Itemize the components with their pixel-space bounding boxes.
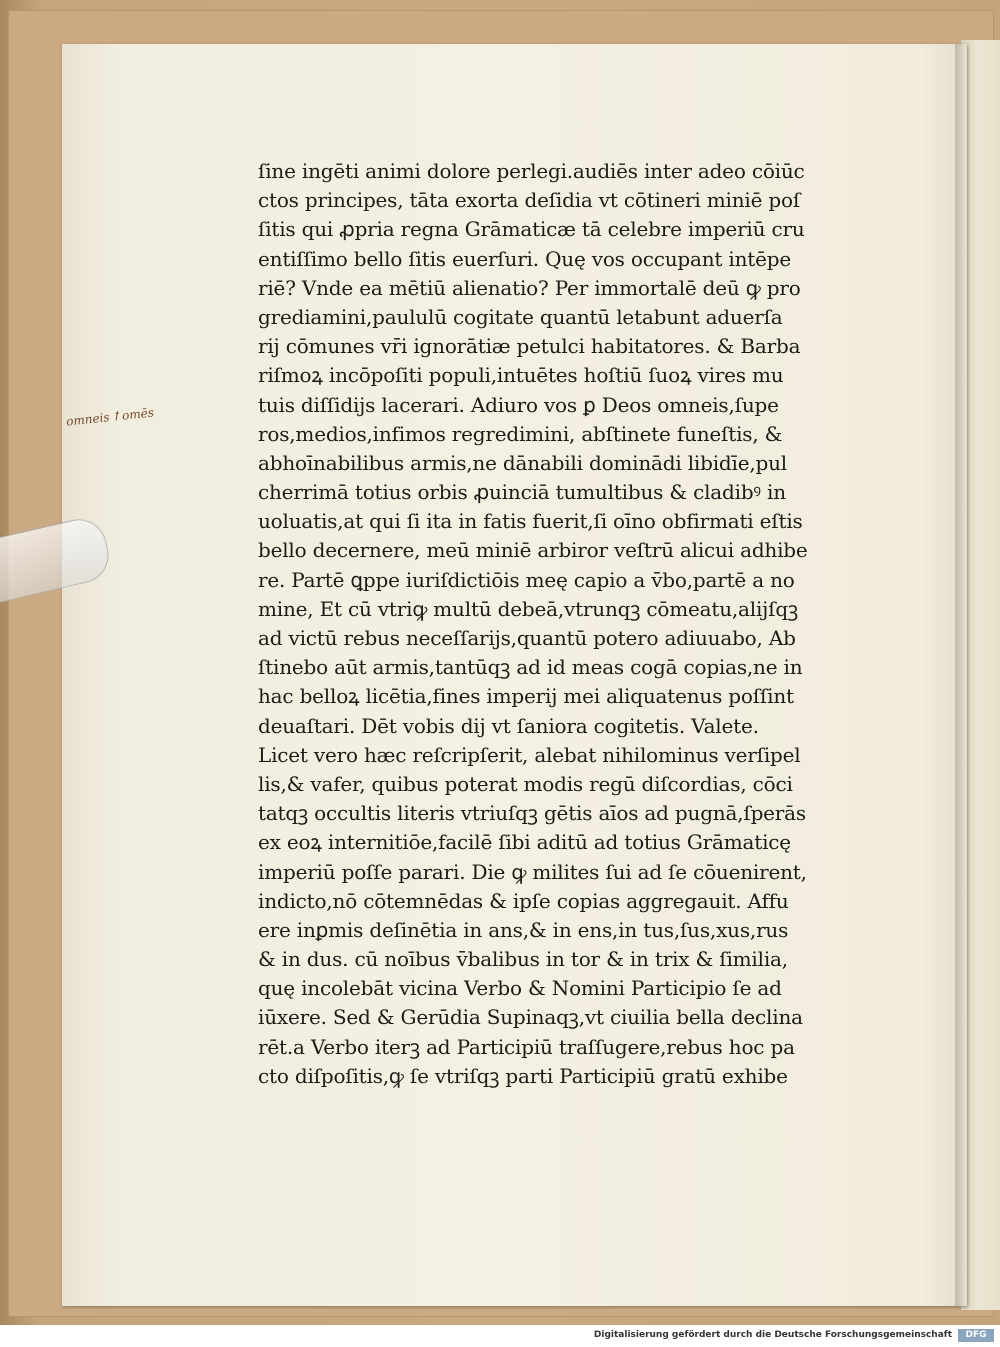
text-line: cto diſpoſitis,ꝙ ſe vtriſqꝫ parti Participiū gratū exhibe bbox=[258, 1063, 788, 1088]
text-line: ad victū rebus neceſſarijs,quantū potero adiuuabo, Ab bbox=[258, 626, 796, 650]
text-line: cherrimā totius orbis ꝓuinciā tumultibus & cladibꝰ in bbox=[258, 480, 786, 505]
text-line: iūxere. Sed & Gerūdia Supinaqꝫ,vt ciuilia bella declina bbox=[258, 1005, 803, 1030]
text-line: re. Partē ꝗppe iuriſdictiōis meę capio a v̄bo,partē a no bbox=[258, 567, 795, 592]
text-line: ſitis qui ꝓpria regna Grāmaticæ tā celebre imperiū cru bbox=[258, 217, 805, 242]
printed-text-block bbox=[258, 157, 886, 1091]
dfg-logo: DFG bbox=[958, 1329, 994, 1342]
text-line: grediamini,paululū cogitate quantū letabunt aduerſa bbox=[258, 304, 783, 329]
text-line: indicto,nō cōtemnēdas & ipſe copias aggregauit. Affu bbox=[258, 888, 789, 913]
text-line: ex eoꝝ internitiōe,facilē ſibi aditū ad totius Grāmaticę bbox=[258, 830, 791, 855]
text-line: tatqꝫ occultis literis vtriuſqꝫ gētis aīos ad pugnā,ſperās bbox=[258, 801, 806, 826]
text-line: riē? Vnde ea mētiū alienatio? Per immortalē deū ꝙ pro bbox=[258, 275, 801, 300]
text-line: ros,medios,infimos regredimini, abſtinete funeſtis, & bbox=[258, 421, 783, 446]
text-line: hac belloꝝ licētia,fines imperij mei aliquatenus poſſint bbox=[258, 684, 794, 709]
text-line: riſmoꝝ incōpoſiti populi,intuētes hoſtiū ſuoꝝ vires mu bbox=[258, 363, 784, 388]
text-line: deuaſtari. Dēt vobis dij vt ſaniora cogitetis. Valete. bbox=[258, 713, 759, 738]
text-line: mine, Et cū vtriꝙ multū debeā,vtrunqꝫ cōmeatu,alijſqꝫ bbox=[258, 596, 798, 621]
text-line: ere inꝑmis deſinētia in ans,& in ens,in tus,ſus,xus,rus bbox=[258, 917, 789, 942]
text-line: & in dus. cū noībus v̄balibus in tor & in trix & ſimilia, bbox=[258, 947, 788, 972]
text-line: uoluatis,at qui ſi ita in fatis fuerit,ſi oīno obfirmati eſtis bbox=[258, 509, 803, 534]
text-line: bello decernere, meū miniē arbiror veſtrū alicui adhibe bbox=[258, 538, 808, 563]
text-line: entiſſimo bello ſitis euerſuri. Quę vos occupant intēpe bbox=[258, 246, 792, 271]
footer-credit: Digitalisierung gefördert durch die Deutsche Forschungsgemeinschaft bbox=[593, 1330, 952, 1340]
page-gutter-shadow bbox=[955, 44, 965, 1306]
text-line: abhoīnabilibus armis,ne dānabili dominādi libidīe,pul bbox=[258, 450, 787, 475]
text-line: imperiū poſſe parari. Die ꝙ milites ſui ad ſe cōuenirent, bbox=[258, 859, 807, 884]
text-line: lis,& vafer, quibus poterat modis regū diſcordias, cōci bbox=[258, 771, 793, 796]
text-line: Licet vero hæc reſcripſerit, alebat nihilominus verſipel bbox=[258, 742, 801, 767]
text-line: ſtinebo aūt armis,tantūqꝫ ad id meas cogā copias,ne in bbox=[258, 655, 803, 680]
text-line: rij cōmunes vr̄i ignorātiæ petulci habitatores. & Barba bbox=[258, 334, 801, 359]
margin-annotation: omneis ꝉ omēs bbox=[65, 405, 155, 429]
text-line: quę incolebāt vicina Verbo & Nomini Participio ſe ad bbox=[258, 976, 782, 1001]
text-line: ſine ingēti animi dolore perlegi.audiēs inter adeo cōiūc bbox=[258, 159, 805, 183]
text-line: ctos principes, tāta exorta deſidia vt cōtineri miniē poſ bbox=[258, 188, 801, 213]
text-line: tuis diſſidijs lacerari. Adiuro vos ꝑ Deos omneis,ſupe bbox=[258, 392, 779, 417]
text-line: rēt.a Verbo iterꝫ ad Participiū traſſugere,rebus hoc pa bbox=[258, 1034, 795, 1059]
